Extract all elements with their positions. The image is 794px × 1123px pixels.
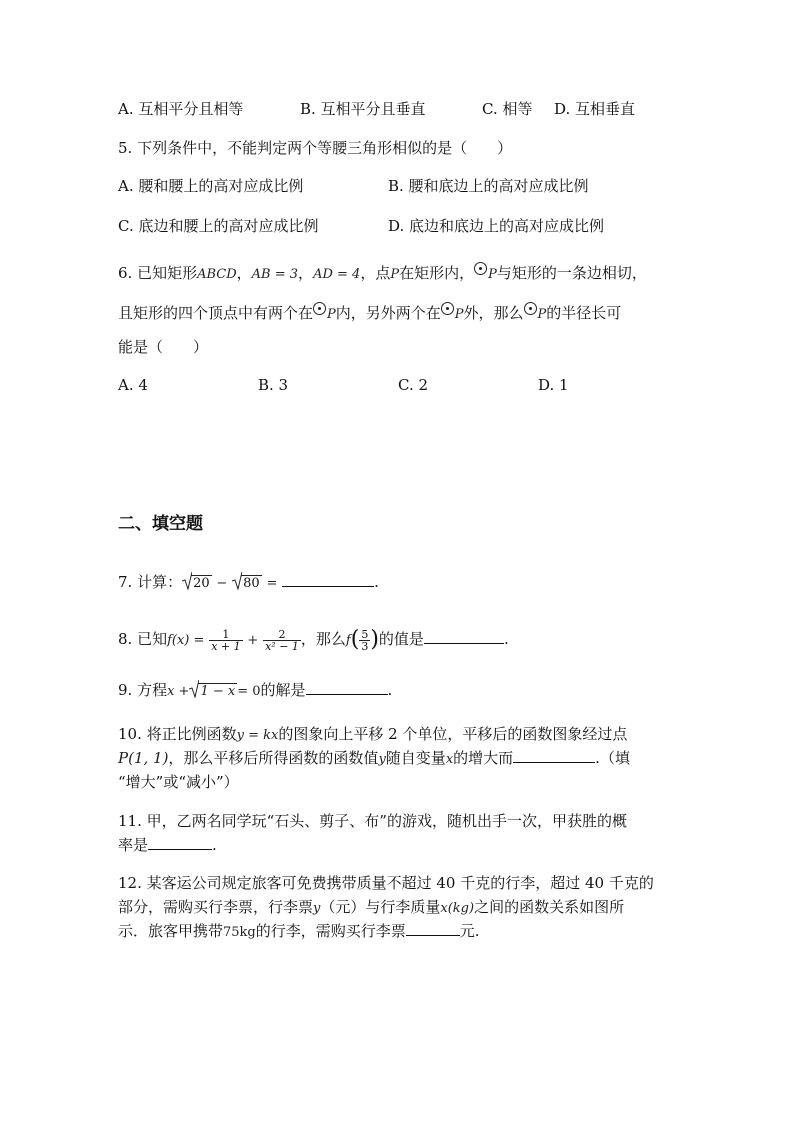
q5-option-b: B. 腰和底边上的高对应成比例 (388, 177, 589, 195)
q6-line-1: 6. 已知矩形ABCD，AB = 3，AD = 4，点P在矩形内， P与矩形的一条边相切， (118, 264, 647, 282)
q4-option-c: C. 相等 (482, 100, 533, 118)
q10-point: P(1, 1) (118, 749, 169, 767)
q9-line (118, 679, 392, 703)
answer-blank[interactable] (406, 921, 460, 936)
q6-circle-p: P (454, 307, 464, 322)
circle-dot-icon (313, 302, 326, 315)
q5-option-d: D. 底边和底边上的高对应成比例 (388, 217, 605, 235)
q6-option-d: D. 1 (538, 376, 569, 394)
q7-equals: = (266, 576, 278, 591)
q6-line2-b: 内，另外两个在 (335, 304, 441, 322)
q11-end: . (212, 836, 217, 854)
q10-x: x (445, 752, 454, 767)
q8-prefix: 8. 已知 (118, 630, 168, 648)
q6-tangent: 与矩形的一条边相切， (496, 264, 647, 282)
q9-prefix: 9. 方程 (118, 681, 168, 699)
q6-circle-p: P (327, 307, 336, 322)
q6-point-p: P (390, 267, 400, 282)
circle-dot-icon (474, 262, 487, 275)
q6-option-a: A. 4 (118, 376, 148, 394)
answer-blank[interactable] (306, 680, 388, 695)
q9-suffix: 的解是 (260, 681, 306, 699)
q6-line-2 (118, 302, 621, 326)
q5-option-a: A. 腰和腰上的高对应成比例 (118, 177, 304, 195)
q5-option-c: C. 底边和腰上的高对应成比例 (118, 217, 319, 235)
q4-option-b: B. 互相平分且垂直 (300, 100, 426, 118)
q12-line2-c: 之间的函数关系如图所 (474, 898, 625, 916)
q10-line2-d: .（填 (595, 749, 630, 767)
q10-line2-a: ，那么平移后所得函数的函数值 (168, 749, 379, 767)
q6-line-3: 能是（ ） (118, 338, 209, 356)
q10-line2-b: 随自变量 (385, 749, 446, 767)
q12-line-2 (118, 896, 624, 920)
q6-circle-p: P (488, 267, 497, 282)
q8-mid: ，那么 (300, 630, 346, 648)
q4-option-a: A. 互相平分且相等 (118, 100, 244, 118)
q12-x-kg: x(kg) (440, 901, 475, 916)
left-paren: ( (350, 627, 360, 652)
q11-line2: 率是 (118, 836, 149, 854)
q10-equation: y = kx (236, 728, 279, 743)
q12-y: y (313, 901, 321, 916)
q7-end: . (374, 573, 379, 591)
q8-end: . (503, 630, 509, 648)
q6-ad: AD = 4 (313, 267, 361, 282)
q10-line-2 (118, 747, 630, 771)
circle-dot-icon (524, 302, 537, 315)
q9-end: . (387, 681, 393, 699)
q8-function: f(x) = (167, 633, 205, 648)
q10-y: y (378, 752, 386, 767)
q6-option-c: C. 2 (398, 376, 429, 394)
sqrt-20: 20 (182, 573, 212, 595)
q6-line2-a: 且矩形的四个顶点中有两个在 (118, 304, 314, 322)
q8-suffix: 的值是 (378, 630, 424, 648)
q12-line3-a: 示．旅客甲携带 (118, 922, 224, 940)
q6-circle-p: P (537, 307, 547, 322)
q9-x-plus: x + (167, 684, 190, 699)
radical-sign-icon (232, 570, 242, 590)
q4-option-d: D. 互相垂直 (554, 100, 636, 118)
q7-minus: − (216, 576, 228, 591)
q6-point-text: ，点 (360, 264, 391, 282)
q8-f: f (345, 633, 351, 648)
q9-equals-zero: = 0 (237, 684, 261, 699)
q7-line (118, 571, 379, 595)
answer-blank[interactable] (424, 629, 504, 644)
sqrt-80: 80 (232, 573, 262, 595)
q12-line3-b: 的行李，需购买行李票 (255, 922, 406, 940)
q10-line2-c: 的增大而 (453, 749, 514, 767)
q10-line-3: “增大”或“减小”） (118, 773, 239, 791)
q8-line (118, 622, 509, 658)
q6-prefix: 6. 已知矩形 (118, 264, 198, 282)
q12-line-1: 12. 某客运公司规定旅客可免费携带质量不超过 40 千克的行李，超过 40 千克的 (118, 874, 654, 892)
right-paren: ) (370, 627, 379, 652)
q12-line3-c: 元. (459, 922, 480, 940)
q8-fraction-2: $\frac{2}{\text{x² − 1}}$ (265, 627, 299, 653)
q11-line-2 (118, 834, 217, 856)
q8-argument: $\frac{5}{3}$ (361, 627, 369, 653)
q8-plus: + (247, 633, 259, 648)
q12-line2-b: （元）与行李质量 (320, 898, 441, 916)
q6-inside: 在矩形内， (399, 264, 475, 282)
radical-sign-icon (189, 678, 199, 698)
q6-line2-c: 外，那么 (463, 304, 524, 322)
q6-option-b: B. 3 (258, 376, 289, 394)
answer-blank[interactable] (148, 835, 212, 850)
q6-rect-name: ABCD (197, 267, 237, 282)
q7-prefix: 7. 计算： (118, 573, 183, 591)
q12-line-3 (118, 920, 480, 944)
circle-dot-icon (441, 302, 454, 315)
q10-line1-b: 的图象向上平移 2 个单位，平移后的函数图象经过点 (278, 725, 628, 743)
answer-blank[interactable] (513, 748, 595, 763)
q12-line2-a: 部分，需购买行李票，行李票 (118, 898, 314, 916)
q5-stem: 5. 下列条件中，不能判定两个等腰三角形相似的是（ ） (118, 139, 513, 157)
q10-line1-a: 10. 将正比例函数 (118, 725, 237, 743)
q6-ab: AB = 3 (251, 267, 299, 282)
q8-fraction-1: $\frac{1}{x + 1}$ (211, 627, 241, 653)
q12-mass: 75kg (223, 925, 256, 940)
q6-line2-d: 的半径长可 (546, 304, 622, 322)
q10-line-1 (118, 723, 627, 747)
section-title: 二、填空题 (118, 514, 203, 534)
radical-sign-icon (182, 570, 192, 590)
q9-sqrt: 1 − x (189, 681, 237, 703)
answer-blank[interactable] (282, 572, 374, 587)
q11-line-1: 11. 甲，乙两名同学玩“石头、剪子、布”的游戏，随机出手一次，甲获胜的概 (118, 812, 627, 830)
